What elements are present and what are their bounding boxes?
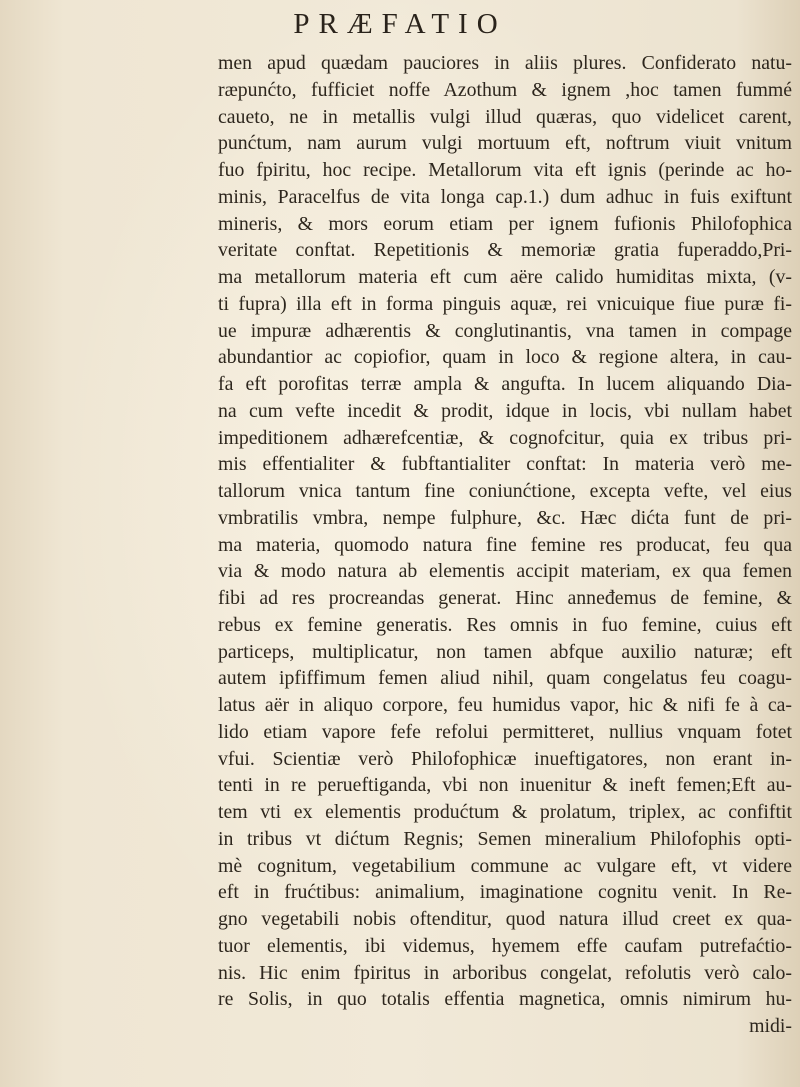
text-line: autem ipfiffimum femen aliud nihil, quam congelatus feu coagu- (218, 667, 792, 690)
text-line: nis. Hic enim fpiritus in arboribus congelat, refolutis verò calo- (218, 961, 792, 984)
text-line: ti fupra) illa eft in forma pinguis aquæ, rei vnicuique fiue puræ fi- (218, 292, 792, 315)
text-line: tenti in re perueftiganda, vbi non inuenitur & ineft femen;Eft au- (218, 774, 792, 797)
text-line: impeditionem adhærefcentiæ, & cognofcitur, quia ex tribus pri- (218, 426, 792, 449)
text-line: punćtum, nam aurum vulgi mortuum eft, noftrum viuit vnitum (218, 132, 792, 155)
text-line: gno vegetabili nobis oftenditur, quod natura illud creet ex qua- (218, 908, 792, 930)
text-line: fuo fpiritu, hoc recipe. Metallorum vita eft ignis (perinde ac ho- (218, 159, 792, 181)
text-line: abundantior ac copiofior, quam in loco & regione altera, in cau- (218, 346, 792, 369)
text-line: re Solis, in quo totalis effentia magnetica, omnis nimirum hu- (218, 988, 792, 1011)
text-line: rebus ex femine generatis. Res omnis in fuo femine, cuius eft (218, 613, 792, 636)
text-line: vfui. Scientiæ verò Philofophicæ inueftigatores, non erant in- (218, 747, 792, 770)
text-line: eft in frućtibus: animalium, imaginatione cognitu venit. In Re- (218, 881, 792, 904)
text-line: mineris, & mors eorum etiam per ignem fufionis Philofophica (218, 212, 792, 235)
text-line: fibi ad res procreandas generat. Hinc anneđemus de femine, & (218, 587, 792, 609)
text-line: particeps, multiplicatur, non tamen abfque auxilio naturæ; eft (218, 640, 792, 663)
text-line: mis effentialiter & fubftantialiter conftat: In materia verò me- (218, 453, 792, 476)
text-line: veritate conftat. Repetitionis & memoriæ gratia fuperaddo,Pri- (218, 239, 792, 262)
text-line: mè cognitum, vegetabilium commune ac vulgare eft, vt videre (218, 854, 792, 877)
text-line: tallorum vnica tantum fine coniunćtione, excepta vefte, vel eius (218, 480, 792, 502)
text-line: men apud quædam pauciores in aliis plures. Confiderato natu- (218, 52, 792, 74)
text-line: via & modo natura ab elementis accipit materiam, ex qua femen (218, 560, 792, 583)
text-line: tuor elementis, ibi videmus, hyemem effe caufam putrefaćtio- (218, 934, 792, 957)
body-text (218, 50, 792, 1040)
text-line: ma materia, quomodo natura fine femine res producat, feu qua (218, 533, 792, 556)
text-line: vmbratilis vmbra, nempe fulphure, &c. Hæc dićta funt de pri- (218, 506, 792, 529)
catchword: midi- (749, 1015, 792, 1037)
text-line: fa eft porofitas terræ ampla & angufta. In lucem aliquando Dia- (218, 373, 792, 395)
text-line: na cum vefte incedit & prodit, idque in locis, vbi nullam habet (218, 399, 792, 422)
text-line: ræpunćto, fufficiet noffe Azothum & ignem ,hoc tamen fummé (218, 78, 792, 101)
text-line: lido etiam vapore fefe refolui permitteret, nullius vnquam fotet (218, 720, 792, 743)
text-line: ue impuræ adhærentis & conglutinantis, vna tamen in compage (218, 319, 792, 342)
text-line: caueto, ne in metallis vulgi illud quæras, quo videlicet carent, (218, 105, 792, 128)
text-line: ma metallorum materia eft cum aëre calido humiditas mixta, (v- (218, 266, 792, 288)
text-line: latus aër in aliquo corpore, feu humidus vapor, hic & nifi fe à ca- (218, 694, 792, 716)
running-title: PRÆFATIO (293, 8, 507, 40)
text-line: tem vti ex elementis produćtum & prolatum, triplex, ac confiftit (218, 801, 792, 823)
text-line: in tribus vt dićtum Regnis; Semen mineralium Philofophis opti- (218, 827, 792, 850)
text-line: minis, Paracelfus de vita longa cap.1.) dum adhuc in fuis exiftunt (218, 185, 792, 208)
